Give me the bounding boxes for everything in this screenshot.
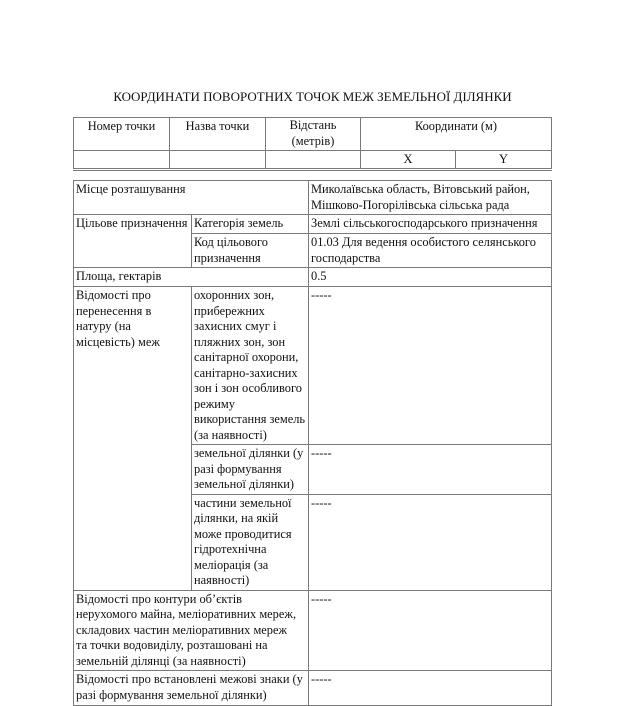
area-value: 0.5 — [309, 268, 552, 287]
header-y: Y — [456, 151, 552, 170]
header-distance: Відстань (метрів) — [266, 118, 361, 151]
transfer-label: Відомості про перенесення в натуру (на місцевість) меж — [74, 287, 192, 591]
header-point-name: Назва точки — [170, 118, 266, 151]
cell-empty — [74, 151, 170, 170]
part-value: ----- — [309, 494, 552, 590]
page-title: КООРДИНАТИ ПОВОРОТНИХ ТОЧОК МЕЖ ЗЕМЕЛЬНОЇ ДІЛЯНКИ — [113, 89, 512, 104]
cell-empty — [170, 151, 266, 170]
location-value: Миколаївська область, Вітовський район, Мішково-Погорілівська сільська рада — [309, 181, 552, 215]
purpose-label: Цільове призначення — [74, 215, 192, 268]
category-label: Категорія земель — [192, 215, 309, 234]
category-value: Землі сільськогосподарського призначення — [309, 215, 552, 234]
parcel-value: ----- — [309, 445, 552, 495]
code-label: Код цільового призначення — [192, 234, 309, 268]
parcel-info-table — [73, 180, 552, 706]
header-point-number: Номер точки — [74, 118, 170, 151]
code-value: 01.03 Для ведення особистого селянського господарства — [309, 234, 552, 268]
area-label: Площа, гектарів — [74, 268, 309, 287]
signs-value: ----- — [309, 671, 552, 706]
zones-value: ----- — [309, 287, 552, 445]
signs-label: Відомості про встановлені межові знаки (у разі формування земельної ділянки) — [74, 671, 309, 706]
header-x: X — [361, 151, 456, 170]
contours-label: Відомості про контури об’єктів нерухомого майна, меліоративних мереж, складових частин меліоративних мереж та точки водовиділу, розташовані на земельній ділянці (за наявності) — [74, 590, 309, 671]
part-label: частини земельної ділянки, на якій може проводитися гідротехнічна меліорація (за наявності) — [192, 494, 309, 590]
coordinates-table — [73, 117, 552, 171]
zones-label: охоронних зон, прибережних захисних смуг і пляжних зон, зон санітарної охорони, санітарно-захисних зон і зон особливого режиму використання земель (за наявності) — [192, 287, 309, 445]
location-label: Місце розташування — [74, 181, 309, 215]
contours-value: ----- — [309, 590, 552, 671]
cell-empty — [266, 151, 361, 170]
parcel-label: земельної ділянки (у разі формування земельної ділянки) — [192, 445, 309, 495]
header-coordinates: Координати (м) — [361, 118, 552, 151]
